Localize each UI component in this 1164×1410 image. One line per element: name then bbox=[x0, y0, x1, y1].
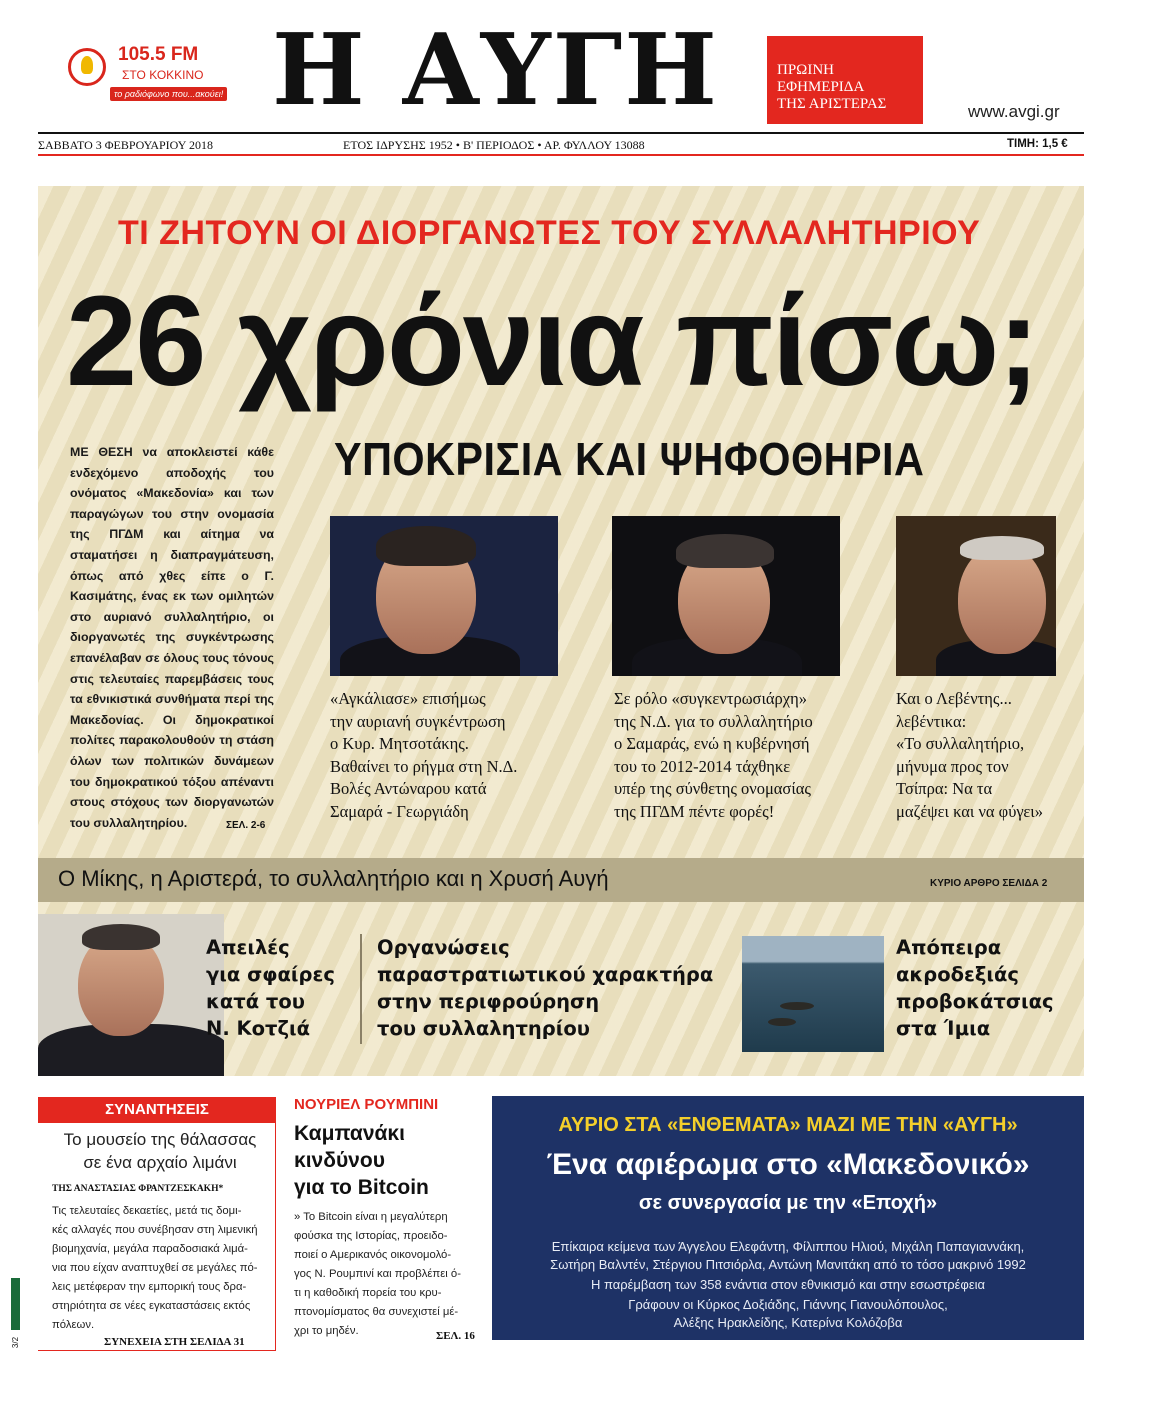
story-line: στα Ίμια bbox=[896, 1017, 991, 1040]
roubini-kicker: ΝΟΥΡΙΕΛ ΡΟΥΜΠΙΝΙ bbox=[294, 1096, 439, 1113]
text-line: στηριότητα σε νέες εγκαταστάσεις εκτός bbox=[52, 1300, 251, 1312]
story-line: Οργανώσεις bbox=[377, 936, 510, 959]
text-line: φούσκα της Ιστορίας, προειδο- bbox=[294, 1230, 448, 1242]
radio-slogan: το ραδιόφωνο που...ακούει! bbox=[110, 87, 227, 101]
story-line: κατά του bbox=[206, 990, 305, 1013]
caption-samaras bbox=[614, 688, 813, 823]
caption-line: του το 2012-2014 τάχθηκε bbox=[614, 756, 791, 776]
photo-kotzias bbox=[38, 914, 224, 1076]
story-line: Απειλές bbox=[206, 936, 290, 959]
masthead-rule bbox=[38, 132, 1084, 134]
tagline-line: ΠΡΩΙΝΗ bbox=[777, 62, 834, 78]
feature-kicker: ΤΙ ΖΗΤΟΥΝ ΟΙ ΔΙΟΡΓΑΝΩΤΕΣ ΤΟΥ ΣΥΛΛΑΛΗΤΗΡΙΟΥ bbox=[118, 214, 981, 252]
story-line: στην περιφρούρηση bbox=[377, 990, 600, 1013]
meetings-continued: ΣΥΝΕΧΕΙΑ ΣΤΗ ΣΕΛΙΔΑ 31 bbox=[104, 1336, 245, 1348]
meetings-byline: ΤΗΣ ΑΝΑΣΤΑΣΙΑΣ ΦΡΑΝΤΖΕΣΚΑΚΗ* bbox=[52, 1184, 224, 1194]
roubini-text bbox=[294, 1208, 461, 1341]
caption-leventis bbox=[896, 688, 1043, 823]
meetings-text bbox=[52, 1202, 258, 1335]
story-divider bbox=[360, 934, 362, 1044]
text-line: γος Ν. Ρουμπινί και προβλέπει ό- bbox=[294, 1268, 461, 1280]
text-line: τι η καθοδική πορεία του κρυ- bbox=[294, 1287, 442, 1299]
text-line: Τις τελευταίες δεκαετίες, μετά τις δομι- bbox=[52, 1205, 242, 1217]
caption-line: λεβέντικα: bbox=[896, 711, 967, 731]
photo-mitsotakis bbox=[330, 516, 558, 676]
story-line: ακροδεξιάς bbox=[896, 963, 1019, 986]
head-line: για το Bitcoin bbox=[294, 1176, 429, 1199]
caption-line: Και ο Λεβέντης... bbox=[896, 689, 1012, 708]
title-line: σε ένα αρχαίο λιμάνι bbox=[83, 1153, 237, 1172]
caption-line: υπέρ της σύνθετης ονομασίας bbox=[614, 779, 811, 798]
masthead-red-rule bbox=[38, 154, 1084, 156]
text-line: » Το Bitcoin είναι η μεγαλύτερη bbox=[294, 1211, 448, 1223]
caption-mitsotakis bbox=[330, 688, 517, 823]
meetings-label: ΣΥΝΑΝΤΗΣΕΙΣ bbox=[38, 1097, 276, 1123]
lead-page-ref: ΣΕΛ. 2-6 bbox=[226, 820, 266, 831]
story-line: για σφαίρες bbox=[206, 963, 335, 986]
promo-kicker: ΑΥΡΙΟ ΣΤΑ «ΕΝΘΕΜΑΤΑ» ΜΑΖΙ ΜΕ ΤΗΝ «ΑΥΓΗ» bbox=[558, 1114, 1018, 1136]
caption-line: μαζέψει και να φύγει» bbox=[896, 801, 1044, 821]
radio-badge bbox=[64, 42, 244, 108]
caption-line: «Αγκάλιασε» επισήμως bbox=[330, 689, 486, 708]
enthemata-promo[interactable] bbox=[492, 1096, 1084, 1340]
story-line: προβοκάτσιας bbox=[896, 990, 1054, 1013]
photo-samaras bbox=[612, 516, 840, 676]
meetings-title[interactable] bbox=[50, 1128, 270, 1174]
editorial-title[interactable]: Ο Μίκης, η Αριστερά, το συλλαλητήριο και η Χρυσή Αυγή bbox=[58, 866, 609, 891]
caption-line: Βαθαίνει το ρήγμα στη Ν.Δ. bbox=[330, 756, 518, 776]
text-line: βιομηχανία, μεγάλα παραδοσιακά λιμά- bbox=[52, 1243, 248, 1255]
caption-line: Σε ρόλο «συγκεντρωσιάρχη» bbox=[614, 689, 807, 708]
story-line: παραστρατιωτικού χαρακτήρα bbox=[377, 963, 714, 986]
promo-headline: Ένα αφιέρωμα στο «Μακεδονικό» bbox=[546, 1148, 1030, 1181]
caption-line: της ΠΓΔΜ πέντε φορές! bbox=[614, 801, 775, 821]
caption-line: «Το συλλαλητήριο, bbox=[896, 734, 1025, 753]
promo-line: Η παρέμβαση των 358 ενάντια στον εθνικισμό και στην εσωστρέφεια bbox=[590, 1277, 986, 1292]
roubini-headline[interactable] bbox=[294, 1120, 429, 1201]
story-imia[interactable] bbox=[896, 934, 1054, 1042]
lead-paragraph: ΜΕ ΘΕΣΗ να αποκλειστεί κάθε ενδεχόμενο αποδοχής του ονόματος «Μακεδονία» και των παραγώγων του στην ονομασία της ΠΓΔΜ και αίτημα να σταματήσει η διαπραγμάτευση, όπως από χθες είπε ο Γ. Κασιμάτης, ένας εκ των ομιλητών στο αυριανό συλλαλητήριο, οι διοργανωτές της συγκέντρωσης επανέλαβαν σε όλους τους τόνους στις τελευταίες παρεμβάσεις τους τα εθνικιστικά συνθήματα περί της Μακεδονίας. Οι δημοκρατικοί πολίτες παρακολουθούν τη στάση όλων των πολιτικών δυνάμεων του δημοκρατικού τόξου απέναντι στους στόχους των διοργανωτών του συλλαλητηρίου. bbox=[70, 445, 274, 830]
caption-line: της Ν.Δ. για το συλλαλητήριο bbox=[614, 711, 813, 731]
story-line: Απόπειρα bbox=[896, 936, 1002, 959]
feature-headline: 26 χρόνια πίσω; bbox=[66, 270, 1038, 413]
text-line: χρι το μηδέν. bbox=[294, 1325, 359, 1337]
promo-line: Σωτήρη Βαλντέν, Στέργιου Πιτσιόρλα, Αντώνη Μανιτάκη από το τόσο μακρινό 1992 bbox=[550, 1257, 1026, 1272]
promo-line: Αλέξης Ηρακλείδης, Κατερίνα Κολόζοβα bbox=[673, 1315, 903, 1330]
edition-info: ΕΤΟΣ ΙΔΡΥΣΗΣ 1952 • Β' ΠΕΡΙΟΔΟΣ • ΑΡ. ΦΥΛΛΟΥ 13088 bbox=[343, 138, 645, 152]
feature-subhead: ΥΠΟΚΡΙΣΙΑ ΚΑΙ ΨΗΦΟΘΗΡΙΑ bbox=[334, 433, 925, 485]
tagline-line: ΤΗΣ ΑΡΙΣΤΕΡΑΣ bbox=[777, 96, 887, 112]
newspaper-logo: Η ΑΥΓΗ bbox=[272, 13, 719, 128]
caption-line: την αυριανή συγκέντρωση bbox=[330, 711, 506, 731]
caption-line: ο Σαμαράς, ενώ η κυβέρνησή bbox=[614, 734, 810, 753]
price: ΤΙΜΗ: 1,5 € bbox=[1007, 138, 1068, 150]
radio-station: ΣΤΟ ΚΟΚΚΙΝΟ bbox=[122, 68, 204, 82]
title-line: Το μουσείο της θάλασσας bbox=[63, 1130, 257, 1149]
text-line: πτονομίσματος θα συνεχιστεί μέ- bbox=[294, 1306, 459, 1318]
promo-line: Γράφουν οι Κύρκος Δοξιάδης, Γιάννης Γιανουλόπουλος, bbox=[628, 1297, 948, 1312]
head-line: κινδύνου bbox=[294, 1149, 385, 1172]
tagline-box bbox=[767, 36, 923, 124]
text-line: ποιεί ο Αμερικανός οικονομολό- bbox=[294, 1249, 452, 1261]
head-line: Καμπανάκι bbox=[294, 1122, 405, 1145]
issue-date: ΣΑΒΒΑΤΟ 3 ΦΕΒΡΟΥΑΡΙΟΥ 2018 bbox=[38, 138, 213, 152]
text-line: λεις μετέφεραν την εμπορική τους δρα- bbox=[52, 1281, 247, 1293]
story-paramilitary[interactable] bbox=[377, 934, 713, 1042]
story-line: του συλλαλητηρίου bbox=[377, 1017, 590, 1040]
photo-imia bbox=[742, 936, 884, 1052]
print-code: 3/2 bbox=[11, 1336, 21, 1349]
story-kotzias[interactable] bbox=[206, 934, 335, 1042]
promo-line: Επίκαιρα κείμενα των Άγγελου Ελεφάντη, Φίλιππου Ηλιού, Μιχάλη Παπαγιαννάκη, bbox=[551, 1239, 1025, 1254]
caption-line: Βολές Αντώναρου κατά bbox=[330, 779, 487, 798]
caption-line: μήνυμα προς τον bbox=[896, 756, 1009, 776]
promo-subhead: σε συνεργασία με την «Εποχή» bbox=[638, 1192, 938, 1214]
text-line: πόλεων. bbox=[52, 1319, 95, 1331]
caption-line: ο Κυρ. Μητσοτάκης. bbox=[330, 734, 469, 753]
caption-line: Τσίπρα: Να τα bbox=[896, 779, 993, 798]
website-link[interactable]: www.avgi.gr bbox=[968, 102, 1060, 121]
radio-frequency: 105.5 FM bbox=[118, 44, 199, 65]
bulb-icon bbox=[81, 56, 93, 74]
tagline-line: ΕΦΗΜΕΡΙΔΑ bbox=[777, 79, 865, 95]
story-line: Ν. Κοτζιά bbox=[206, 1017, 310, 1040]
text-line: νια που είχαν αναπτυχθεί σε μεγάλες πό- bbox=[52, 1262, 258, 1274]
editorial-page-ref: ΚΥΡΙΟ ΑΡΘΡΟ ΣΕΛΙΔΑ 2 bbox=[930, 878, 1048, 889]
roubini-page-ref: ΣΕΛ. 16 bbox=[436, 1330, 475, 1342]
text-line: κές αλλαγές που συνέβησαν στη λιμενική bbox=[52, 1224, 258, 1236]
caption-line: Σαμαρά - Γεωργιάδη bbox=[330, 801, 469, 821]
photo-leventis bbox=[896, 516, 1056, 676]
print-marker bbox=[11, 1278, 20, 1330]
